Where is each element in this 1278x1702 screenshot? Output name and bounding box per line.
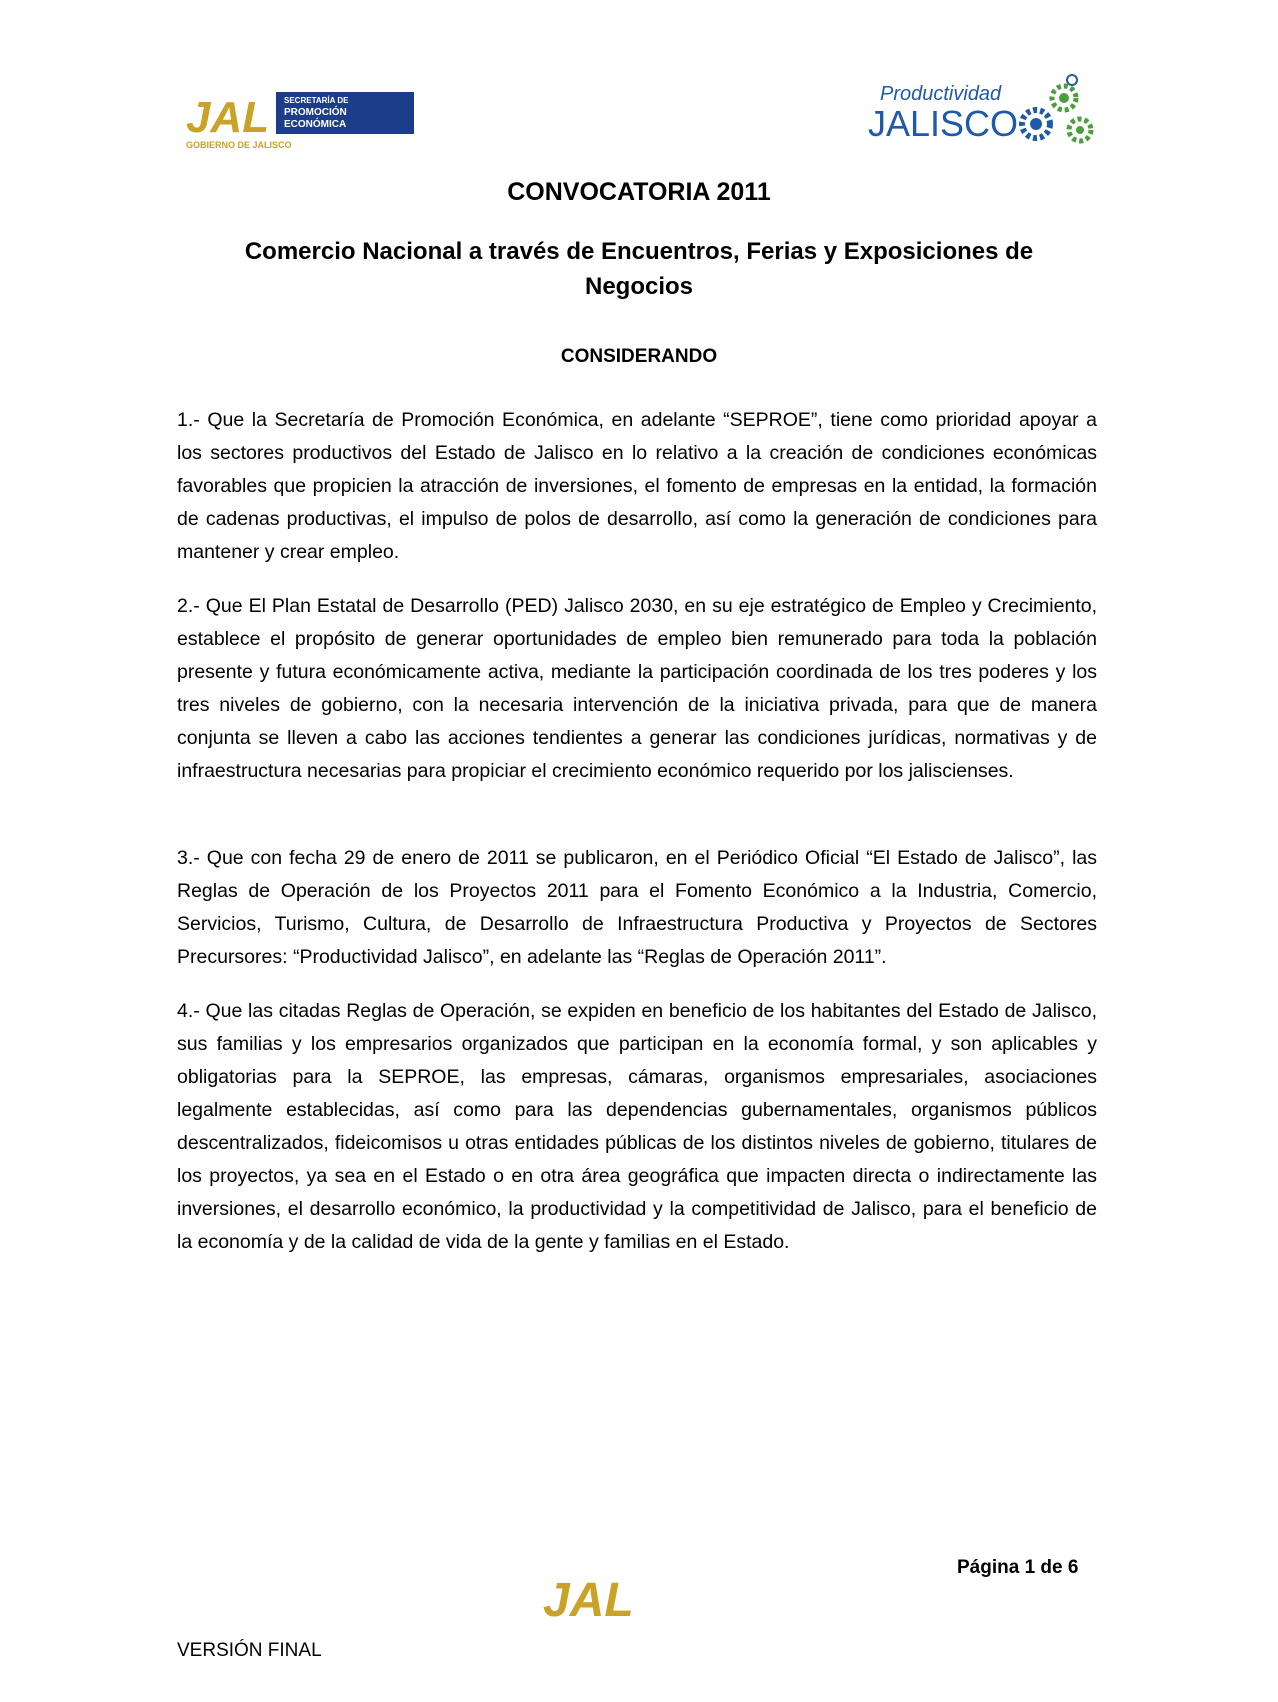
logo-line1: SECRETARÍA DE [284, 96, 349, 105]
gears-icon [1022, 75, 1091, 141]
logo-line3: ECONÓMICA [284, 119, 347, 130]
logo-jal-text: JAL [186, 93, 270, 142]
logo-productividad-text: Productividad [880, 83, 1002, 105]
paragraph-2: 2.- Que El Plan Estatal de Desarrollo (PED) Jalisco 2030, en su eje estratégico de Empleo y Crecimiento, establece el propósito de generar oportunidades de empleo bien remunerado para toda la población presente y futura económicamente activa, mediante la participación coordinada de los tres poderes y los tres niveles de gobierno, con la necesaria intervención de la iniciativa privada, para que de manera conjunta se lleven a cabo las acciones tendientes a generar las condiciones jurídicas, normativas y de infraestructura necesarias para propiciar el crecimiento económico requerido por los jaliscienses. [177, 595, 1097, 782]
logo-caption: GOBIERNO DE JALISCO [186, 140, 292, 150]
logo-jalisco-text: JALISCO [868, 103, 1019, 144]
seproe-logo [184, 88, 416, 152]
subtitle-line-1: Comercio Nacional a través de Encuentros, Ferias y Exposiciones de [244, 238, 1034, 265]
document-subtitle [0, 234, 1278, 304]
page-number: Página 1 de 6 [957, 1557, 1079, 1578]
paragraph-3: 3.- Que con fecha 29 de enero de 2011 se publicaron, en el Periódico Oficial “El Estado de Jalisco”, las Reglas de Operación de los Proyectos 2011 para el Fomento Económico a la Industria, Comercio, Servicios, Turismo, Cultura, de Desarrollo de Infraestructura Productiva y Proyectos de Sectores Precursores: “Productividad Jalisco”, en adelante las “Reglas de Operación 2011”. [177, 847, 1097, 968]
logo-line2: PROMOCIÓN [284, 107, 347, 118]
section-heading: CONSIDERANDO [560, 346, 718, 367]
paragraph-4: 4.- Que las citadas Reglas de Operación, se expiden en beneficio de los habitantes del Estado de Jalisco, sus familias y los empresarios organizados que participan en la economía formal, y son aplicables y obligatorias para la SEPROE, las empresas, cámaras, organismos empresariales, asociaciones legalmente establecidas, así como para las dependencias gubernamentales, organismos públicos descentralizados, fideicomisos u otras entidades públicas de los distintos niveles de gobierno, titulares de los proyectos, ya sea en el Estado o en otra área geográfica que impacten directa o indirectamente las inversiones, el desarrollo económico, la productividad y la competitividad de Jalisco, para el beneficio de la economía y de la calidad de vida de la gente y familias en el Estado. [177, 1000, 1097, 1253]
footer-logo-text: JAL [543, 1574, 634, 1624]
jal-logo-icon [184, 88, 416, 152]
document-title: CONVOCATORIA 2011 [507, 178, 771, 206]
subtitle-line-2: Negocios [584, 273, 694, 300]
version-label: VERSIÓN FINAL [177, 1640, 322, 1661]
jal-logo-icon [541, 1572, 675, 1624]
productividad-jalisco-logo [868, 72, 1100, 150]
paragraph-1: 1.- Que la Secretaría de Promoción Económica, en adelante “SEPROE”, tiene como prioridad apoyar a los sectores productivos del Estado de Jalisco en lo relativo a la creación de condiciones económicas favorables que propicien la atracción de inversiones, el fomento de empresas en la entidad, la formación de cadenas productivas, el impulso de polos de desarrollo, así como la generación de condiciones para mantener y crear empleo. [177, 409, 1097, 563]
footer-logo [541, 1572, 675, 1624]
